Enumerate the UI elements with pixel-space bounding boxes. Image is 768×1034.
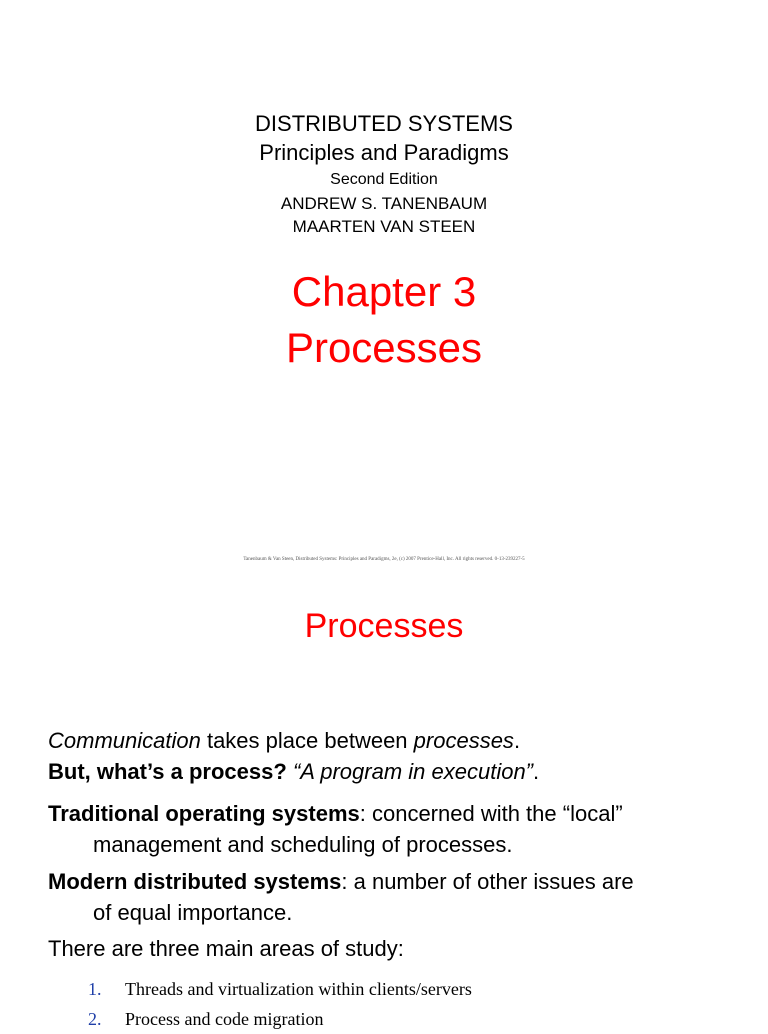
paragraph-process-definition: [48, 756, 740, 787]
chapter-title: Processes: [285, 324, 483, 371]
list-text: Threads and virtualization within clients/servers: [125, 979, 472, 999]
paragraph-areas-intro: There are three main areas of study:: [48, 936, 404, 961]
bold-term: Traditional operating systems: [48, 801, 360, 826]
bold-term: Modern distributed systems: [48, 869, 342, 894]
book-edition: Second Edition: [330, 171, 438, 188]
slide-heading: Processes: [304, 607, 464, 645]
quote-definition: “A program in execution”: [292, 759, 534, 784]
book-subtitle: Principles and Paradigms: [259, 140, 509, 165]
continuation-line: of equal importance.: [93, 900, 293, 925]
list-item: [88, 974, 728, 1004]
list-number: 2.: [88, 1009, 102, 1029]
text-fragment: takes place between: [200, 728, 414, 753]
text-fragment: .: [513, 728, 521, 753]
bold-question: But, what’s a process?: [48, 759, 287, 784]
copyright-footer: Tanenbaum & Van Steen, Distributed Systems: Principles and Paradigms, 2e, (c) 2007 Prentice-Hall, Inc. All rights reserved. 0-13-239227-5: [243, 557, 525, 562]
author-1: ANDREW S. TANENBAUM: [280, 194, 488, 213]
chapter-number: Chapter 3: [291, 268, 477, 315]
continuation-line: management and scheduling of processes.: [93, 832, 513, 857]
paragraph-communication: [48, 725, 740, 756]
content-slide: [0, 580, 768, 1029]
list-text: Process and code migration: [125, 1009, 324, 1029]
text-fragment: : a number of other issues are: [341, 869, 634, 894]
text-fragment: .: [533, 759, 540, 784]
paragraph-modern-ds: [48, 866, 740, 928]
author-2: MAARTEN VAN STEEN: [292, 217, 476, 236]
areas-list: [88, 974, 728, 1034]
book-title: DISTRIBUTED SYSTEMS: [255, 111, 513, 136]
term-processes: processes: [413, 728, 514, 753]
paragraph-traditional-os: [48, 798, 740, 860]
list-number: 1.: [88, 979, 102, 999]
list-item: [88, 1004, 728, 1034]
text-fragment: : concerned with the “local”: [359, 801, 623, 826]
term-communication: Communication: [48, 728, 201, 753]
